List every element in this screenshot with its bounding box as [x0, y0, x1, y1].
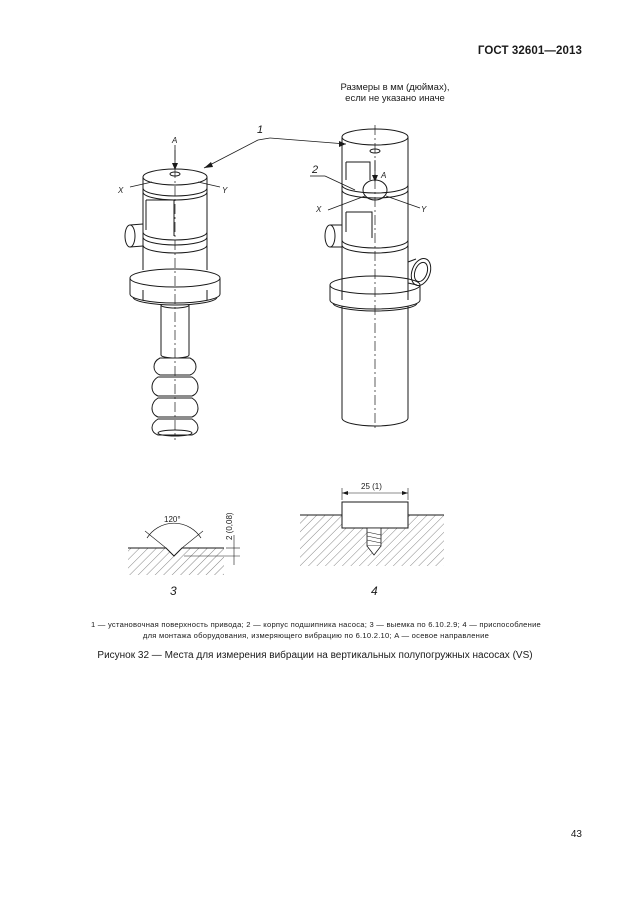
detail-mounting-pad — [300, 482, 444, 598]
legend-line2: для монтажа оборудования, измеряющего вибрацию по 6.10.2.10; A — осевое направление — [142, 631, 490, 640]
axis-x-left: X — [118, 186, 124, 195]
callout-4: 4 — [371, 584, 378, 598]
left-pump — [125, 169, 220, 436]
detail-notch — [128, 512, 240, 598]
legend-line1: 1 — установочная поверхность привода; 2 — корпус подшипника насоса; 3 — выемка по 6.10.2.9; 4 — приспособление — [90, 620, 542, 629]
callout-3: 3 — [170, 584, 177, 598]
right-pump — [325, 129, 434, 426]
standard-header: ГОСТ 32601—2013 — [477, 45, 582, 57]
figure-caption: Рисунок 32 — Места для измерения вибрации на вертикальных полупогружных насосах (VS) — [97, 650, 533, 661]
angle-label: 120° — [164, 515, 181, 524]
callout-1: 1 — [257, 124, 264, 136]
callout-2: 2 — [312, 164, 319, 176]
page-number: 43 — [570, 829, 582, 840]
axis-y-right: Y — [421, 205, 427, 214]
dimensions-note-line1: Размеры в мм (дюймах), — [340, 82, 450, 93]
axis-y-left: Y — [222, 186, 228, 195]
dimensions-note-line2: если не указано иначе — [345, 93, 445, 104]
axis-x-right: X — [316, 205, 322, 214]
depth-dimension: 2 (0,08) — [225, 512, 234, 540]
axis-a-left: A — [172, 136, 178, 145]
figure-legend — [55, 619, 577, 641]
axis-a-right: A — [381, 171, 387, 180]
width-dimension: 25 (1) — [361, 482, 382, 491]
